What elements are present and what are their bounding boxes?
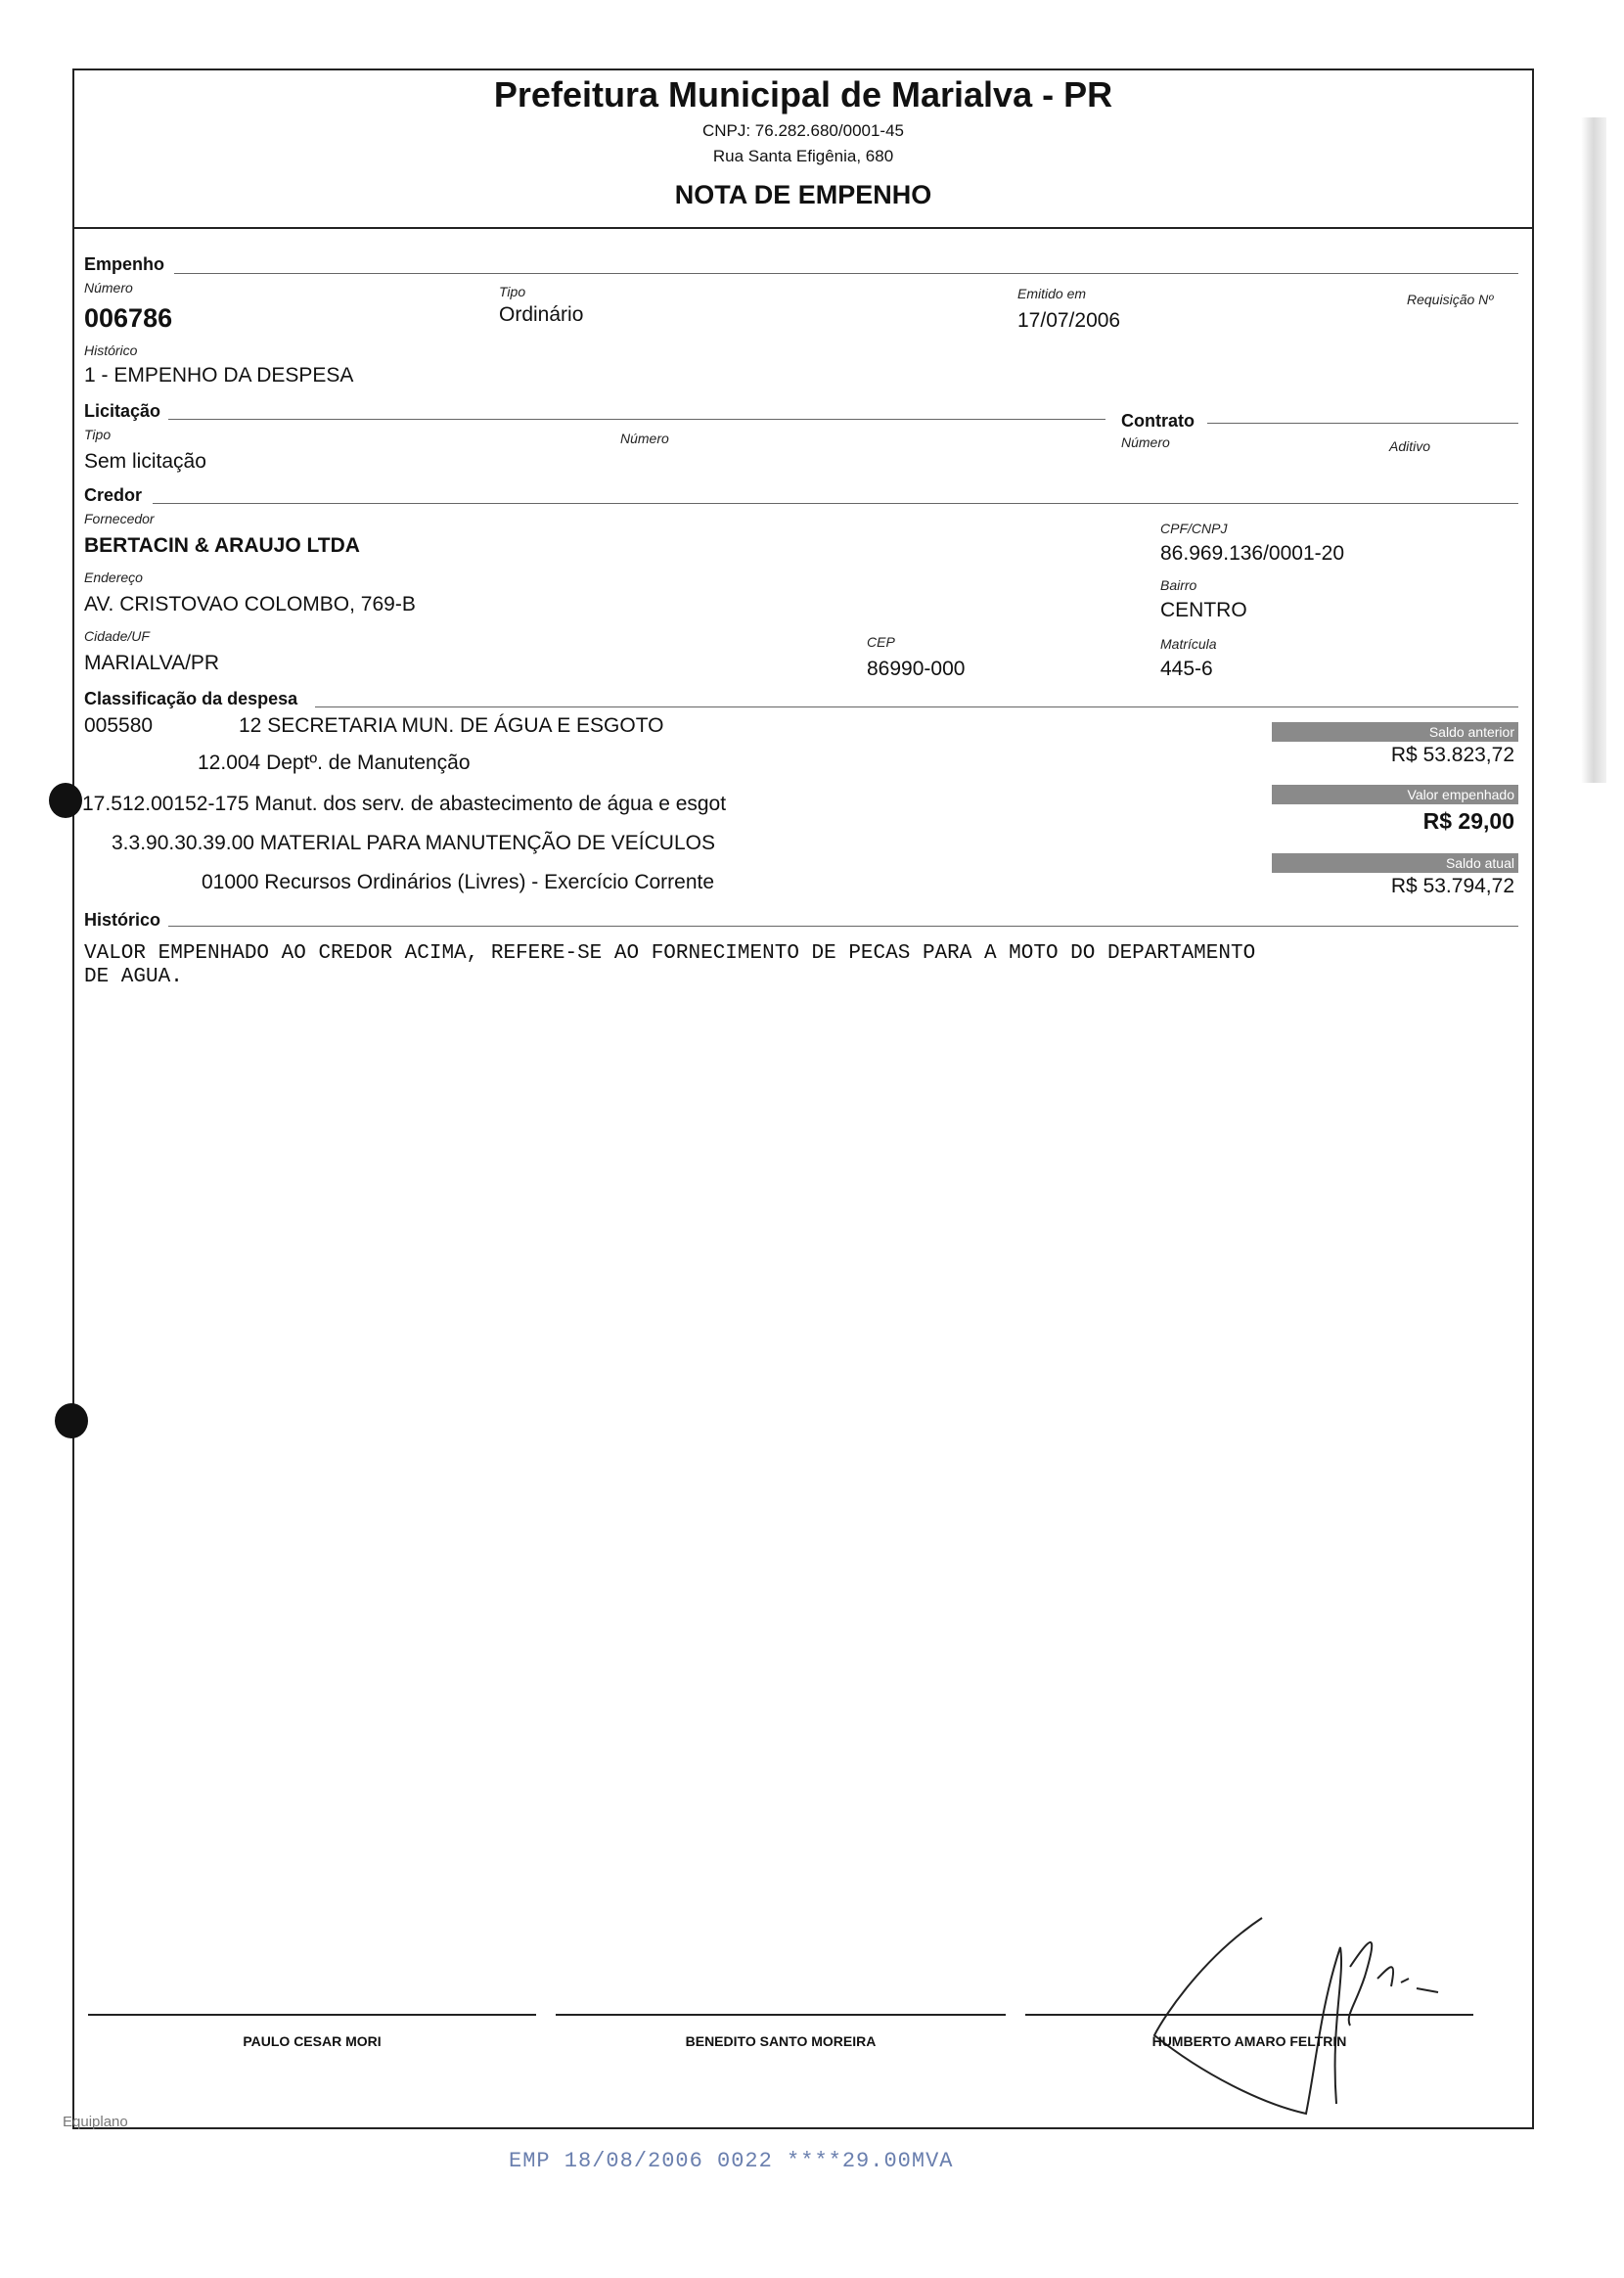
cep: 86990-000 — [867, 658, 966, 680]
saldo-anterior-value: R$ 53.823,72 — [1390, 744, 1514, 766]
licitacao-tipo: Sem licitação — [84, 450, 206, 473]
historico-label: Histórico — [84, 342, 138, 358]
classificacao-line: 17.512.00152-175 Manut. dos serv. de abastecimento de água e esgot — [82, 793, 727, 815]
section-rule — [1207, 423, 1518, 424]
section-rule — [315, 706, 1518, 707]
historico-text: VALOR EMPENHADO AO CREDOR ACIMA, REFERE-SE AO FORNECIMENTO DE PECAS PARA A MOTO DO DEPARTAMENTO DE AGUA. — [84, 942, 1256, 988]
signature-line — [88, 2014, 536, 2016]
software-label: Equiplano — [63, 2114, 128, 2130]
bairro-label: Bairro — [1160, 577, 1197, 593]
section-rule — [174, 273, 1518, 274]
punch-hole — [49, 783, 82, 818]
contrato-numero-label: Número — [1121, 434, 1170, 450]
section-licitacao: Licitação — [84, 401, 161, 421]
endereco-label: Endereço — [84, 570, 143, 585]
empenho-numero: 006786 — [84, 303, 173, 333]
section-rule — [168, 926, 1518, 927]
classificacao-code: 005580 — [84, 714, 154, 737]
empenho-historico: 1 - EMPENHO DA DESPESA — [84, 364, 354, 387]
emitido-date: 17/07/2006 — [1017, 309, 1121, 332]
section-classificacao: Classificação da despesa — [84, 689, 298, 708]
cnpj-text: CNPJ: 76.282.680/0001-45 — [701, 121, 905, 140]
classificacao-line: 12.004 Deptº. de Manutenção — [198, 752, 471, 774]
document-title: NOTA DE EMPENHO — [674, 180, 932, 209]
saldo-atual-value: R$ 53.794,72 — [1390, 875, 1514, 897]
bairro: CENTRO — [1160, 599, 1247, 621]
cpf-cnpj: 86.969.136/0001-20 — [1160, 542, 1345, 565]
licitacao-tipo-label: Tipo — [84, 427, 112, 442]
contrato-aditivo-label: Aditivo — [1389, 438, 1431, 454]
matricula: 445-6 — [1160, 658, 1213, 680]
cpf-cnpj-label: CPF/CNPJ — [1160, 521, 1228, 536]
cidade: MARIALVA/PR — [84, 652, 220, 674]
signatory-name: HUMBERTO AMARO FELTRIN — [1151, 2033, 1347, 2049]
emitido-label: Emitido em — [1017, 286, 1087, 301]
handwritten-signature — [1145, 1908, 1497, 2133]
saldo-anterior-label: Saldo anterior — [1272, 722, 1518, 742]
page-title: Prefeitura Municipal de Marialva - PR — [493, 74, 1113, 114]
matricula-label: Matrícula — [1160, 636, 1217, 652]
scan-edge-shadow — [1581, 117, 1606, 783]
section-contrato: Contrato — [1121, 411, 1195, 431]
header-divider — [72, 227, 1534, 229]
section-credor: Credor — [84, 485, 143, 505]
classificacao-line: 01000 Recursos Ordinários (Livres) - Exercício Corrente — [202, 871, 715, 893]
signatory-name: BENEDITO SANTO MOREIRA — [685, 2033, 877, 2049]
cep-label: CEP — [867, 634, 895, 650]
section-rule — [153, 503, 1518, 504]
empenho-tipo: Ordinário — [499, 303, 584, 326]
licitacao-numero-label: Número — [620, 431, 669, 446]
signature-line — [1025, 2014, 1473, 2016]
punch-hole — [55, 1403, 88, 1438]
empenho-numero-label: Número — [84, 280, 133, 296]
classificacao-line: 3.3.90.30.39.00 MATERIAL PARA MANUTENÇÃO DE VEÍCULOS — [112, 832, 715, 854]
fornecedor-label: Fornecedor — [84, 511, 155, 526]
signatory-name: PAULO CESAR MORI — [243, 2033, 382, 2049]
section-empenho: Empenho — [84, 254, 165, 274]
signature-line — [556, 2014, 1006, 2016]
section-historico: Histórico — [84, 910, 161, 930]
empenho-tipo-label: Tipo — [499, 284, 526, 299]
section-rule — [168, 419, 1105, 420]
valor-empenhado-value: R$ 29,00 — [1422, 808, 1514, 834]
classificacao-line: 12 SECRETARIA MUN. DE ÁGUA E ESGOTO — [239, 714, 664, 737]
mechanical-stamp: EMP 18/08/2006 0022 ****29.00MVA — [509, 2149, 954, 2173]
fornecedor-name: BERTACIN & ARAUJO LTDA — [84, 534, 360, 557]
requisicao-label: Requisição Nº — [1407, 292, 1494, 307]
saldo-atual-label: Saldo atual — [1272, 853, 1518, 873]
valor-empenhado-label: Valor empenhado — [1272, 785, 1518, 804]
cidade-label: Cidade/UF — [84, 628, 150, 644]
endereco: AV. CRISTOVAO COLOMBO, 769-B — [84, 593, 416, 615]
address-text: Rua Santa Efigênia, 680 — [712, 147, 894, 165]
